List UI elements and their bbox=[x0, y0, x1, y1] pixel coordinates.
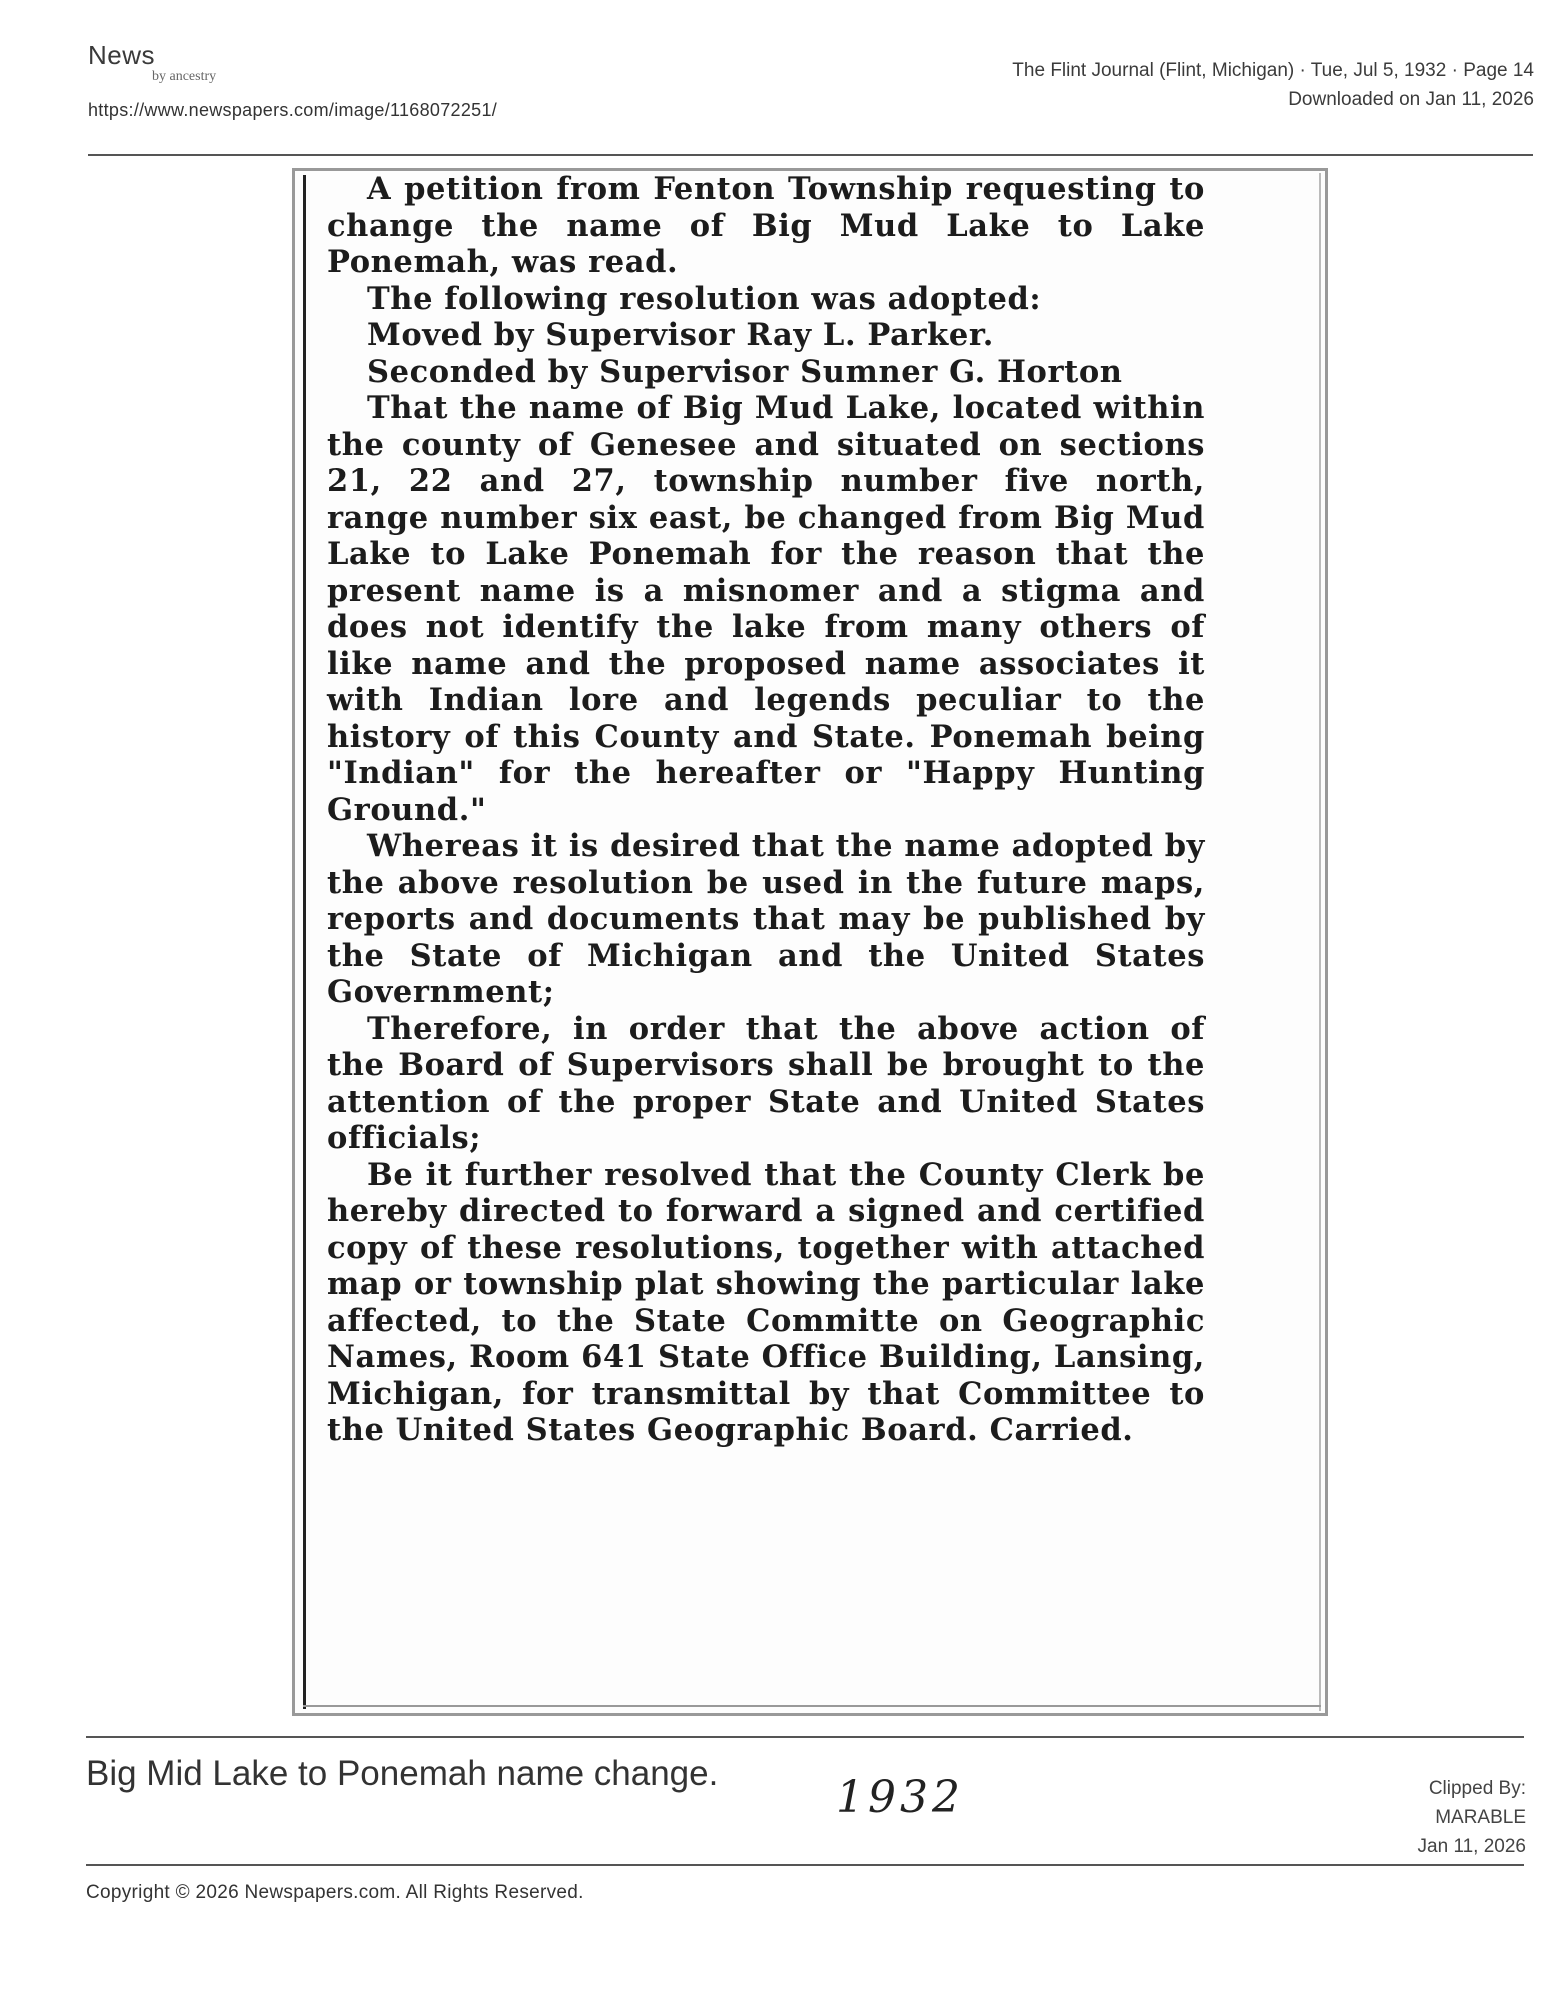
article-paragraph: A petition from Fenton Township requesting to change the name of Big Mud Lake to Lake Ponemah, was read. bbox=[327, 171, 1205, 280]
brand-sub: by ancestry bbox=[152, 69, 217, 84]
column-rule-right bbox=[1319, 173, 1321, 1711]
clipped-by-info bbox=[1418, 1774, 1526, 1861]
article-paragraph: Seconded by Supervisor Sumner G. Horton bbox=[367, 353, 1123, 390]
handwritten-year: 1932 bbox=[836, 1772, 964, 1823]
clipped-by-label: Clipped By: bbox=[1428, 1778, 1526, 1799]
footer-divider-top bbox=[86, 1736, 1524, 1738]
brand-name: News bbox=[88, 40, 156, 70]
clipped-date: Jan 11, 2026 bbox=[1417, 1836, 1526, 1857]
article-paragraph: Be it further resolved that the County Clerk be hereby directed to forward a signed and certified copy of these resolutions, together with attached map or township plat showing the particular lake affected, to the State Committe on Geographic Names, Room 641 State Office Building, Lansing, Michigan, for transmittal by that Committee to the United States Geographic Board. Carried. bbox=[327, 1156, 1205, 1448]
clipped-by-user[interactable]: MARABLE bbox=[1435, 1807, 1526, 1828]
newspapers-logo[interactable] bbox=[88, 40, 216, 85]
article-paragraph: That the name of Big Mud Lake, located within the county of Genesee and situated on sections 21, 22 and 27, township number five north, range number six east, be changed from Big Mud Lake to Lake Ponemah for the reason that the present name is a misnomer and a stigma and does not identify the lake from many others of like name and the proposed name associates it with Indian lore and legends peculiar to the history of this County and State. Ponemah being "Indian" for the hereafter or "Happy Hunting Ground." bbox=[327, 390, 1205, 828]
header-divider bbox=[88, 154, 1533, 156]
newspaper-clipping bbox=[292, 168, 1328, 1716]
column-rule-left bbox=[303, 175, 306, 1709]
clip-url-link[interactable]: https://www.newspapers.com/image/1168072251/ bbox=[88, 100, 498, 120]
article-paragraph: Whereas it is desired that the name adopted by the above resolution be used in the future maps, reports and documents that may be published by the State of Michigan and the United States Government; bbox=[327, 828, 1205, 1010]
downloaded-line: Downloaded on Jan 11, 2026 bbox=[1288, 89, 1534, 110]
footer-divider-bottom bbox=[86, 1864, 1524, 1866]
article-paragraph: Moved by Supervisor Ray L. Parker. bbox=[367, 317, 994, 353]
article-paragraph: Therefore, in order that the above action of the Board of Supervisors shall be brought to the attention of the proper State and United States officials; bbox=[327, 1010, 1205, 1156]
article-paragraph: The following resolution was adopted: bbox=[367, 280, 1042, 317]
clipping-bottom-rule bbox=[303, 1705, 1321, 1707]
article-text bbox=[327, 171, 1205, 1449]
publication-line: The Flint Journal (Flint, Michigan) · Tue, Jul 5, 1932 · Page 14 bbox=[1012, 60, 1534, 81]
publication-info bbox=[774, 56, 1534, 114]
clipping-caption: Big Mid Lake to Ponemah name change. bbox=[86, 1754, 719, 1793]
copyright-notice: Copyright © 2026 Newspapers.com. All Rights Reserved. bbox=[86, 1882, 584, 1903]
